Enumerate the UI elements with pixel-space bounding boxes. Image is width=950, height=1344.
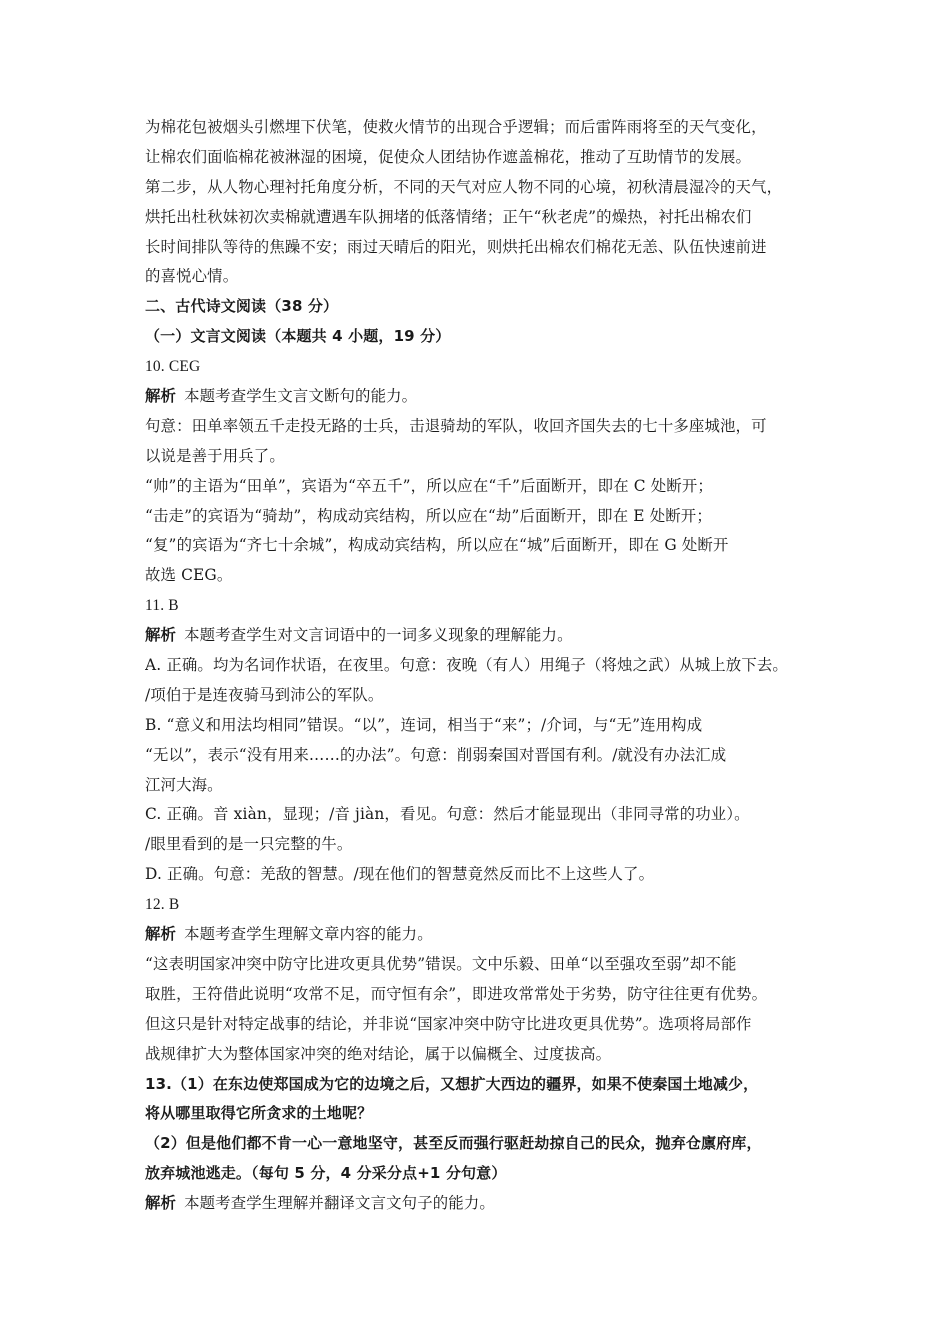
document-body (145, 113, 810, 1219)
analysis-text: 本题考查学生理解并翻译文言文句子的能力。 (184, 1194, 495, 1213)
question-answer: 11. B (145, 597, 179, 615)
paragraph-line: “复”的宾语为“齐七十余城”，构成动宾结构，所以应在“城”后面断开，即在 G 处断开 (145, 536, 729, 555)
question-answer: 12. B (145, 896, 180, 914)
section-heading: （一）文言文阅读（本题共 4 小题，19 分） (145, 327, 451, 346)
paragraph-line: 战规律扩大为整体国家冲突的绝对结论，属于以偏概全、过度拔高。 (145, 1044, 612, 1063)
paragraph-line: B. “意义和用法均相同”错误。“以”，连词，相当于“来”；/介词，与“无”连用构成 (145, 715, 703, 734)
paragraph-line: C. 正确。音 xiàn，显现；/音 jiàn，看见。句意：然后才能显现出（非同寻常的功业）。 (145, 805, 750, 824)
analysis-line (145, 382, 810, 412)
paragraph-line: /项伯于是连夜骑马到沛公的军队。 (145, 685, 384, 704)
analysis-text: 本题考查学生文言文断句的能力。 (184, 387, 418, 406)
paragraph-line: “这表明国家冲突中防守比进攻更具优势”错误。文中乐毅、田单“以至强攻至弱”却不能 (145, 954, 737, 973)
paragraph-line: 江河大海。 (145, 775, 223, 794)
paragraph-line: 故选 CEG。 (145, 566, 233, 585)
paragraph-line: 为棉花包被烟头引燃埋下伏笔，使救火情节的出现合乎逻辑；而后雷阵雨将至的天气变化， (145, 118, 767, 136)
paragraph-line: /眼里看到的是一只完整的牛。 (145, 835, 353, 854)
analysis-line (145, 1189, 810, 1219)
paragraph-line: “无以”，表示“没有用来……的办法”。句意：削弱秦国对晋国有利。/就没有办法汇成 (145, 745, 727, 764)
answer-text: （2）但是他们都不肯一心一意地坚守，甚至反而强行驱赶劫掠自己的民众，抛弃仓廪府库， (145, 1134, 762, 1153)
analysis-label: 解析 (145, 925, 177, 944)
paragraph-line: A. 正确。均为名词作状语，在夜里。句意：夜晚（有人）用绳子（将烛之武）从城上放下去。 (145, 656, 788, 675)
analysis-line (145, 920, 810, 950)
analysis-label: 解析 (145, 626, 177, 645)
answer-text: 13.（1）在东边使郑国成为它的边境之后，又想扩大西边的疆界，如果不使秦国土地减少， (145, 1074, 759, 1093)
section-heading: 二、古代诗文阅读（38 分） (145, 297, 339, 316)
analysis-label: 解析 (145, 387, 177, 406)
paragraph-line: 第二步，从人物心理衬托角度分析，不同的天气对应人物不同的心境，初秋清晨湿冷的天气， (145, 177, 783, 196)
paragraph-line: 但这只是针对特定战事的结论，并非说“国家冲突中防守比进攻更具优势”。选项将局部作 (145, 1014, 752, 1033)
paragraph-line: 烘托出杜秋妹初次卖棉就遭遇车队拥堵的低落情绪；正午“秋老虎”的燥热，衬托出棉农们 (145, 207, 752, 226)
paragraph-line: D. 正确。句意：羌敌的智慧。/现在他们的智慧竟然反而比不上这些人了。 (145, 865, 655, 884)
paragraph-line: 以说是善于用兵了。 (145, 446, 285, 465)
paragraph-line: 长时间排队等待的焦躁不安；雨过天晴后的阳光，则烘托出棉农们棉花无恙、队伍快速前进 (145, 237, 767, 256)
analysis-text: 本题考查学生理解文章内容的能力。 (184, 925, 433, 944)
paragraph-line: “帅”的主语为“田单”，宾语为“卒五千”，所以应在“千”后面断开，即在 C 处断开； (145, 476, 713, 495)
paragraph-line: 的喜悦心情。 (145, 267, 239, 286)
question-answer: 10. CEG (145, 358, 201, 376)
answer-text: 放弃城池逃走。（每句 5 分，4 分采分点+1 分句意） (145, 1164, 507, 1183)
answer-text: 将从哪里取得它所贪求的土地呢？ (145, 1104, 373, 1123)
paragraph-line: “击走”的宾语为“骑劫”，构成动宾结构，所以应在“劫”后面断开，即在 E 处断开； (145, 506, 712, 525)
paragraph-line: 取胜，王符借此说明“攻常不足，而守恒有余”，即进攻常常处于劣势，防守往往更有优势。 (145, 984, 768, 1003)
paragraph-line: 句意：田单率领五千走投无路的士兵，击退骑劫的军队，收回齐国失去的七十多座城池，可 (145, 416, 767, 435)
analysis-label: 解析 (145, 1194, 177, 1213)
analysis-line (145, 621, 810, 651)
paragraph-line: 让棉农们面临棉花被淋湿的困境，促使众人团结协作遮盖棉花，推动了互助情节的发展。 (145, 147, 752, 166)
analysis-text: 本题考查学生对文言词语中的一词多义现象的理解能力。 (184, 626, 573, 645)
